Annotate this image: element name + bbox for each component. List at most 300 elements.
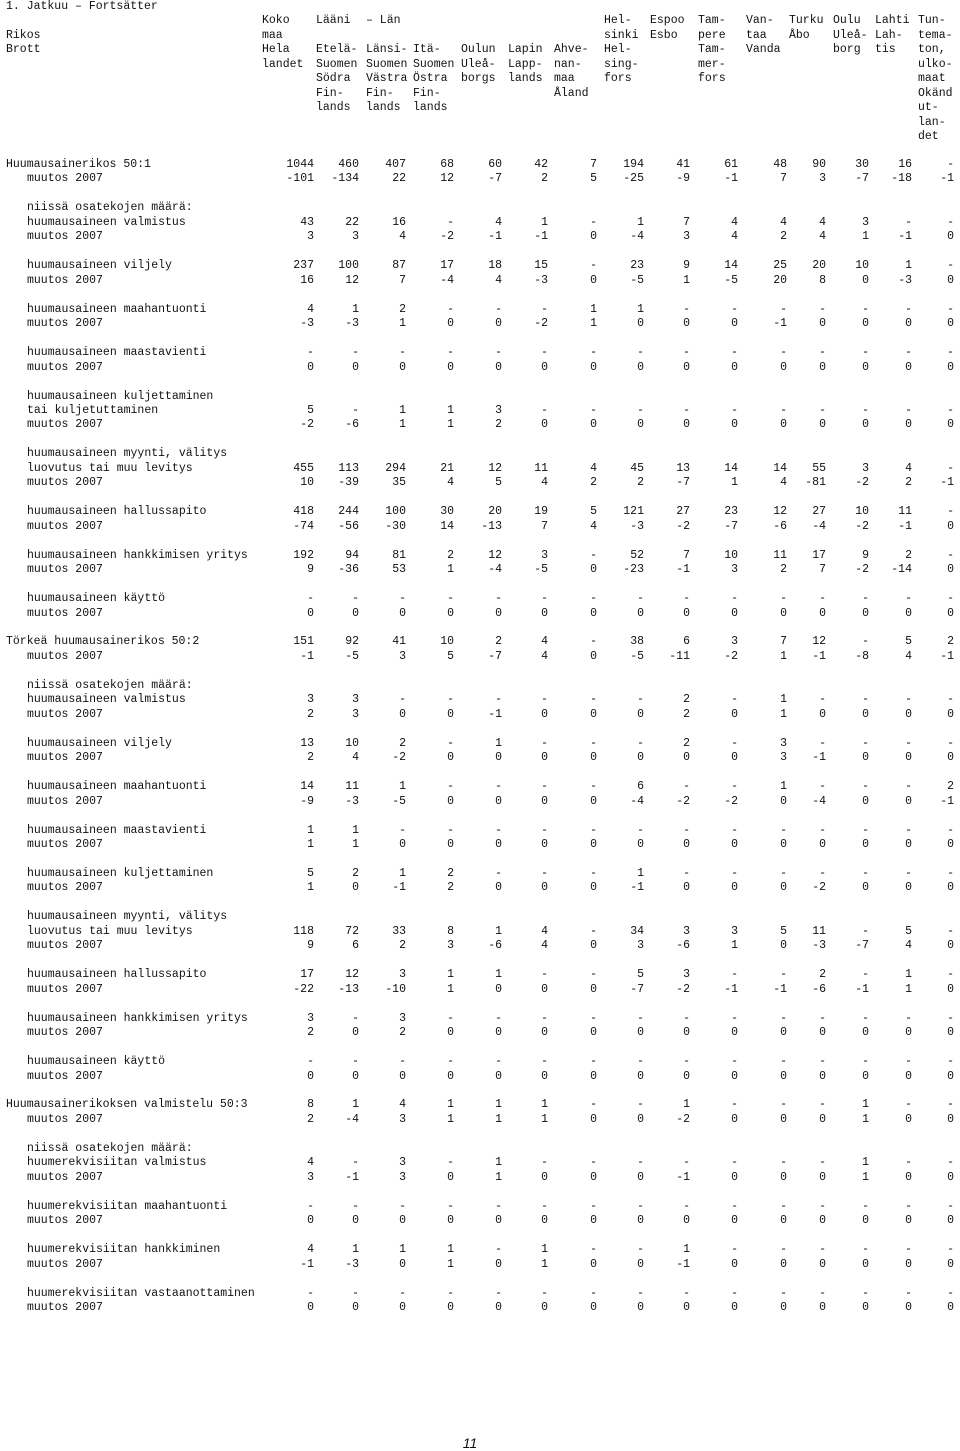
table-cell: 3 <box>307 1011 314 1025</box>
table-cell: - <box>947 592 954 606</box>
table-cell: -13 <box>338 982 359 996</box>
table-cell: 8 <box>819 273 826 287</box>
table-cell: 34 <box>630 924 644 938</box>
table-cell: 12 <box>345 968 359 982</box>
table-cell: - <box>352 346 359 360</box>
table-cell: - <box>307 592 314 606</box>
row-label: huumausaineen käyttö <box>27 592 166 606</box>
table-cell: 7 <box>683 215 690 229</box>
table-cell: 0 <box>862 881 869 895</box>
table-cell: 7 <box>683 548 690 562</box>
table-cell: -2 <box>676 519 690 533</box>
table-cell: 2 <box>819 968 826 982</box>
table-cell: 0 <box>731 1170 738 1184</box>
table-cell: 1 <box>541 1112 548 1126</box>
table-cell: 0 <box>731 838 738 852</box>
table-cell: -1 <box>676 1170 690 1184</box>
table-cell: - <box>947 158 954 171</box>
table-cell: - <box>590 1156 597 1170</box>
table-cell: 3 <box>307 1170 314 1184</box>
table-cell: 11 <box>345 780 359 794</box>
table-cell: - <box>495 823 502 837</box>
table-cell: 1 <box>447 968 454 982</box>
table-cell: -7 <box>855 939 869 953</box>
table-cell: 0 <box>862 1301 869 1315</box>
table-row <box>0 404 960 418</box>
table-cell: - <box>683 1156 690 1170</box>
table-row <box>0 346 960 360</box>
table-cell: 0 <box>862 360 869 374</box>
table-cell: 52 <box>630 548 644 562</box>
table-cell: 0 <box>947 707 954 721</box>
table-cell: - <box>862 780 869 794</box>
spacer-row <box>0 853 960 867</box>
row-label: muutos 2007 <box>27 1214 103 1228</box>
table-cell: 0 <box>905 1301 912 1315</box>
table-cell: 4 <box>905 649 912 663</box>
row-label: huumausaineen kuljettaminen <box>27 866 214 880</box>
spacer-row <box>0 1041 960 1055</box>
table-cell: 1 <box>399 1243 406 1257</box>
table-cell: 1 <box>447 418 454 432</box>
table-cell: - <box>541 403 548 417</box>
table-cell: - <box>447 215 454 229</box>
table-cell: 4 <box>352 751 359 765</box>
table-cell: 1 <box>447 1112 454 1126</box>
table-cell: 0 <box>780 1026 787 1040</box>
table-cell: 0 <box>541 707 548 721</box>
table-cell: - <box>683 823 690 837</box>
table-row <box>0 201 960 215</box>
row-label: niissä osatekojen määrä: <box>27 201 193 215</box>
column-header-line: fors <box>698 72 726 85</box>
row-label: Huumausainerikoksen valmistelu 50:3 <box>6 1098 248 1112</box>
table-cell: 0 <box>447 1301 454 1315</box>
table-cell: 0 <box>947 1170 954 1184</box>
table-cell: 1 <box>399 403 406 417</box>
table-cell: 7 <box>780 172 787 186</box>
table-cell: - <box>590 968 597 982</box>
table-cell: -13 <box>481 519 502 533</box>
row-label: luovutus tai muu levitys <box>27 924 193 938</box>
table-cell: 87 <box>392 259 406 273</box>
table-cell: - <box>590 259 597 273</box>
table-cell: - <box>590 693 597 707</box>
table-cell: 68 <box>440 158 454 171</box>
table-cell: - <box>780 346 787 360</box>
table-cell: 0 <box>731 1257 738 1271</box>
table-cell: - <box>862 1011 869 1025</box>
table-cell: - <box>905 866 912 880</box>
table-cell: - <box>399 1055 406 1069</box>
table-cell: - <box>637 1199 644 1213</box>
table-cell: 0 <box>683 606 690 620</box>
table-cell: - <box>637 1055 644 1069</box>
table-cell: 0 <box>683 881 690 895</box>
table-cell: - <box>905 403 912 417</box>
row-label: muutos 2007 <box>27 881 103 895</box>
table-cell: - <box>683 1286 690 1300</box>
table-cell: -4 <box>488 563 502 577</box>
table-cell: 1 <box>862 1156 869 1170</box>
table-cell: 3 <box>819 172 826 186</box>
table-cell: - <box>590 1098 597 1112</box>
table-cell: 0 <box>590 1170 597 1184</box>
table-cell: 0 <box>399 1069 406 1083</box>
table-cell: 100 <box>338 259 359 273</box>
table-cell: 0 <box>947 1214 954 1228</box>
table-cell: -2 <box>855 519 869 533</box>
table-row <box>0 925 960 939</box>
table-cell: -2 <box>676 1112 690 1126</box>
table-cell: 0 <box>947 1301 954 1315</box>
table-cell: 1 <box>541 215 548 229</box>
column-header-line: Lapin <box>508 43 543 56</box>
table-cell: 0 <box>819 1257 826 1271</box>
table-cell: 0 <box>590 418 597 432</box>
table-cell: 7 <box>399 273 406 287</box>
column-header-line: pere <box>698 28 726 42</box>
table-row <box>0 939 960 953</box>
table-cell: -3 <box>898 273 912 287</box>
row-label: muutos 2007 <box>27 982 103 996</box>
table-cell: 0 <box>447 606 454 620</box>
table-cell: 60 <box>488 158 502 171</box>
table-cell: 0 <box>637 751 644 765</box>
table-cell: - <box>541 1011 548 1025</box>
table-cell: - <box>731 968 738 982</box>
table-cell: - <box>399 823 406 837</box>
table-cell: 8 <box>447 924 454 938</box>
table-cell: - <box>947 346 954 360</box>
table-cell: - <box>780 866 787 880</box>
row-label: muutos 2007 <box>27 1069 103 1083</box>
column-header-line: Oulun <box>461 43 496 56</box>
table-cell: 0 <box>637 360 644 374</box>
spacer-row <box>0 722 960 736</box>
spacer-row <box>0 1185 960 1199</box>
column-header-line: Okänd <box>918 86 953 100</box>
column-header-line: Västra <box>366 72 408 85</box>
table-cell: 0 <box>637 1257 644 1271</box>
table-cell: 5 <box>590 505 597 519</box>
table-cell: - <box>731 823 738 837</box>
table-row <box>0 650 960 664</box>
table-cell: 3 <box>637 939 644 953</box>
column-header-line: Etelä- <box>316 43 358 56</box>
table-row <box>0 418 960 432</box>
table-cell: -4 <box>440 273 454 287</box>
table-cell: 2 <box>495 635 502 649</box>
table-cell: 53 <box>392 563 406 577</box>
table-cell: 0 <box>947 563 954 577</box>
column-header-line: borg <box>833 43 861 56</box>
table-cell: -11 <box>669 649 690 663</box>
table-cell: 1 <box>447 982 454 996</box>
table-cell: 0 <box>819 1170 826 1184</box>
table-cell: 1 <box>399 780 406 794</box>
table-cell: 1 <box>590 302 597 316</box>
table-cell: 2 <box>399 736 406 750</box>
table-cell: - <box>352 1199 359 1213</box>
table-cell: -101 <box>286 172 314 186</box>
table-cell: - <box>947 215 954 229</box>
table-cell: - <box>495 1286 502 1300</box>
table-cell: - <box>731 1199 738 1213</box>
table-cell: 0 <box>352 1301 359 1315</box>
table-cell: - <box>307 346 314 360</box>
table-cell: - <box>905 780 912 794</box>
table-cell: 90 <box>812 158 826 171</box>
column-header-line: lan- <box>918 115 946 129</box>
table-cell: - <box>590 1055 597 1069</box>
table-cell: 2 <box>780 230 787 244</box>
table-cell: 35 <box>392 476 406 490</box>
table-cell: 72 <box>345 924 359 938</box>
table-cell: - <box>447 1286 454 1300</box>
table-cell: 0 <box>447 1170 454 1184</box>
table-cell: - <box>495 302 502 316</box>
table-cell: - <box>731 592 738 606</box>
table-cell: - <box>683 1199 690 1213</box>
table-cell: -4 <box>345 1112 359 1126</box>
table-cell: - <box>819 1243 826 1257</box>
table-cell: - <box>683 403 690 417</box>
table-cell: - <box>307 1199 314 1213</box>
table-cell: 4 <box>905 461 912 475</box>
table-cell: 0 <box>590 1026 597 1040</box>
table-cell: -4 <box>630 230 644 244</box>
table-cell: - <box>683 780 690 794</box>
table-cell: - <box>541 346 548 360</box>
table-cell: 0 <box>399 838 406 852</box>
table-cell: 0 <box>541 1214 548 1228</box>
table-cell: 0 <box>352 360 359 374</box>
table-cell: 0 <box>495 794 502 808</box>
table-cell: 0 <box>731 707 738 721</box>
table-cell: 0 <box>819 1301 826 1315</box>
table-cell: - <box>862 866 869 880</box>
row-label: muutos 2007 <box>27 519 103 533</box>
table-cell: 0 <box>495 360 502 374</box>
table-cell: - <box>447 780 454 794</box>
table-cell: 0 <box>352 1069 359 1083</box>
table-cell: 1 <box>905 982 912 996</box>
table-cell: -1 <box>855 982 869 996</box>
table-cell: -1 <box>630 881 644 895</box>
table-cell: -5 <box>724 273 738 287</box>
table-cell: -6 <box>676 939 690 953</box>
table-cell: - <box>862 346 869 360</box>
table-cell: 9 <box>307 939 314 953</box>
column-header-line: Uleå- <box>833 28 868 42</box>
table-cell: -134 <box>331 172 359 186</box>
table-cell: 12 <box>488 461 502 475</box>
table-cell: 12 <box>773 505 787 519</box>
table-cell: 1 <box>780 693 787 707</box>
table-cell: 94 <box>345 548 359 562</box>
table-cell: - <box>541 1055 548 1069</box>
table-row <box>0 795 960 809</box>
table-cell: - <box>905 1243 912 1257</box>
table-cell: 0 <box>447 751 454 765</box>
table-cell: 2 <box>447 881 454 895</box>
table-row <box>0 172 960 186</box>
table-cell: -6 <box>812 982 826 996</box>
table-cell: 1 <box>447 1257 454 1271</box>
table-cell: 1 <box>683 273 690 287</box>
table-cell: 0 <box>683 1214 690 1228</box>
table-cell: - <box>947 1055 954 1069</box>
spacer-row <box>0 997 960 1011</box>
table-cell: 0 <box>780 1257 787 1271</box>
table-cell: - <box>905 736 912 750</box>
column-header-line: Suomen <box>366 57 408 71</box>
table-cell: 12 <box>488 548 502 562</box>
row-label: muutos 2007 <box>27 1026 103 1040</box>
table-cell: 244 <box>338 505 359 519</box>
table-row <box>0 824 960 838</box>
table-cell: - <box>947 1098 954 1112</box>
table-cell: - <box>495 866 502 880</box>
table-cell: - <box>447 346 454 360</box>
table-cell: 2 <box>683 707 690 721</box>
table-row <box>0 549 960 563</box>
table-cell: 3 <box>447 939 454 953</box>
table-cell: - <box>947 823 954 837</box>
table-cell: 3 <box>352 230 359 244</box>
table-cell: - <box>819 1055 826 1069</box>
table-cell: - <box>947 736 954 750</box>
table-cell: 1 <box>683 1098 690 1112</box>
table-cell: 0 <box>637 1214 644 1228</box>
table-cell: 4 <box>780 476 787 490</box>
table-cell: 25 <box>773 259 787 273</box>
table-cell: -6 <box>488 939 502 953</box>
spacer-row <box>0 809 960 823</box>
table-row <box>0 563 960 577</box>
table-row <box>0 361 960 375</box>
table-cell: 0 <box>905 1112 912 1126</box>
column-header-line: – Län <box>366 14 401 27</box>
table-cell: 118 <box>293 924 314 938</box>
table-cell: 0 <box>780 1214 787 1228</box>
table-cell: - <box>947 924 954 938</box>
table-cell: - <box>731 1055 738 1069</box>
table-cell: - <box>447 736 454 750</box>
row-label: huumausaineen valmistus <box>27 693 186 707</box>
table-cell: 0 <box>590 1257 597 1271</box>
table-cell: - <box>731 1098 738 1112</box>
table-cell: 0 <box>862 273 869 287</box>
table-row <box>0 259 960 273</box>
column-header-line: Länsi- <box>366 43 408 56</box>
table-cell: 1 <box>905 259 912 273</box>
table-cell: - <box>637 346 644 360</box>
table-cell: 0 <box>905 751 912 765</box>
table-cell: 0 <box>819 1069 826 1083</box>
table-cell: 0 <box>637 1112 644 1126</box>
table-cell: -6 <box>773 519 787 533</box>
table-cell: - <box>731 346 738 360</box>
table-cell: - <box>352 592 359 606</box>
row-header-label: Rikos <box>6 28 41 42</box>
table-cell: 0 <box>947 1112 954 1126</box>
spacer-row <box>0 954 960 968</box>
table-row <box>0 303 960 317</box>
table-cell: 4 <box>819 215 826 229</box>
table-cell: - <box>819 302 826 316</box>
table-cell: 11 <box>534 461 548 475</box>
table-row <box>0 1287 960 1301</box>
row-label: muutos 2007 <box>27 1170 103 1184</box>
table-cell: 455 <box>293 461 314 475</box>
table-row <box>0 1142 960 1156</box>
table-cell: - <box>447 302 454 316</box>
table-cell: - <box>637 592 644 606</box>
table-row <box>0 390 960 404</box>
table-cell: - <box>541 968 548 982</box>
table-cell: -39 <box>338 476 359 490</box>
table-cell: 0 <box>495 1069 502 1083</box>
table-cell: 6 <box>683 635 690 649</box>
table-cell: - <box>541 1156 548 1170</box>
table-cell: -4 <box>812 519 826 533</box>
table-cell: - <box>495 1199 502 1213</box>
table-cell: 0 <box>862 606 869 620</box>
table-cell: 4 <box>307 302 314 316</box>
table-cell: -2 <box>724 649 738 663</box>
row-label: huumausaineen viljely <box>27 736 172 750</box>
table-cell: - <box>731 693 738 707</box>
table-cell: - <box>352 1286 359 1300</box>
table-cell: 237 <box>293 259 314 273</box>
table-cell: 0 <box>447 360 454 374</box>
table-cell: - <box>905 1055 912 1069</box>
table-cell: 45 <box>630 461 644 475</box>
table-cell: - <box>447 693 454 707</box>
table-cell: -1 <box>724 172 738 186</box>
table-cell: 0 <box>590 1112 597 1126</box>
table-cell: 0 <box>495 982 502 996</box>
table-cell: - <box>590 1199 597 1213</box>
table-cell: 2 <box>637 476 644 490</box>
row-label: muutos 2007 <box>27 172 103 186</box>
table-cell: 12 <box>812 635 826 649</box>
table-cell: 0 <box>307 360 314 374</box>
table-row <box>0 505 960 519</box>
table-cell: 10 <box>855 505 869 519</box>
table-cell: 3 <box>683 924 690 938</box>
table-cell: - <box>819 1011 826 1025</box>
table-cell: 1 <box>731 939 738 953</box>
table-cell: - <box>905 215 912 229</box>
table-row <box>0 983 960 997</box>
spacer-row <box>0 896 960 910</box>
table-cell: 0 <box>683 317 690 331</box>
table-cell: -36 <box>338 563 359 577</box>
table-cell: -4 <box>812 794 826 808</box>
table-cell: - <box>637 1156 644 1170</box>
table-cell: - <box>905 302 912 316</box>
table-cell: - <box>905 823 912 837</box>
table-cell: 1 <box>780 780 787 794</box>
table-cell: 0 <box>590 1214 597 1228</box>
table-cell: - <box>780 1011 787 1025</box>
table-cell: - <box>862 302 869 316</box>
table-cell: 55 <box>812 461 826 475</box>
table-cell: - <box>947 1156 954 1170</box>
